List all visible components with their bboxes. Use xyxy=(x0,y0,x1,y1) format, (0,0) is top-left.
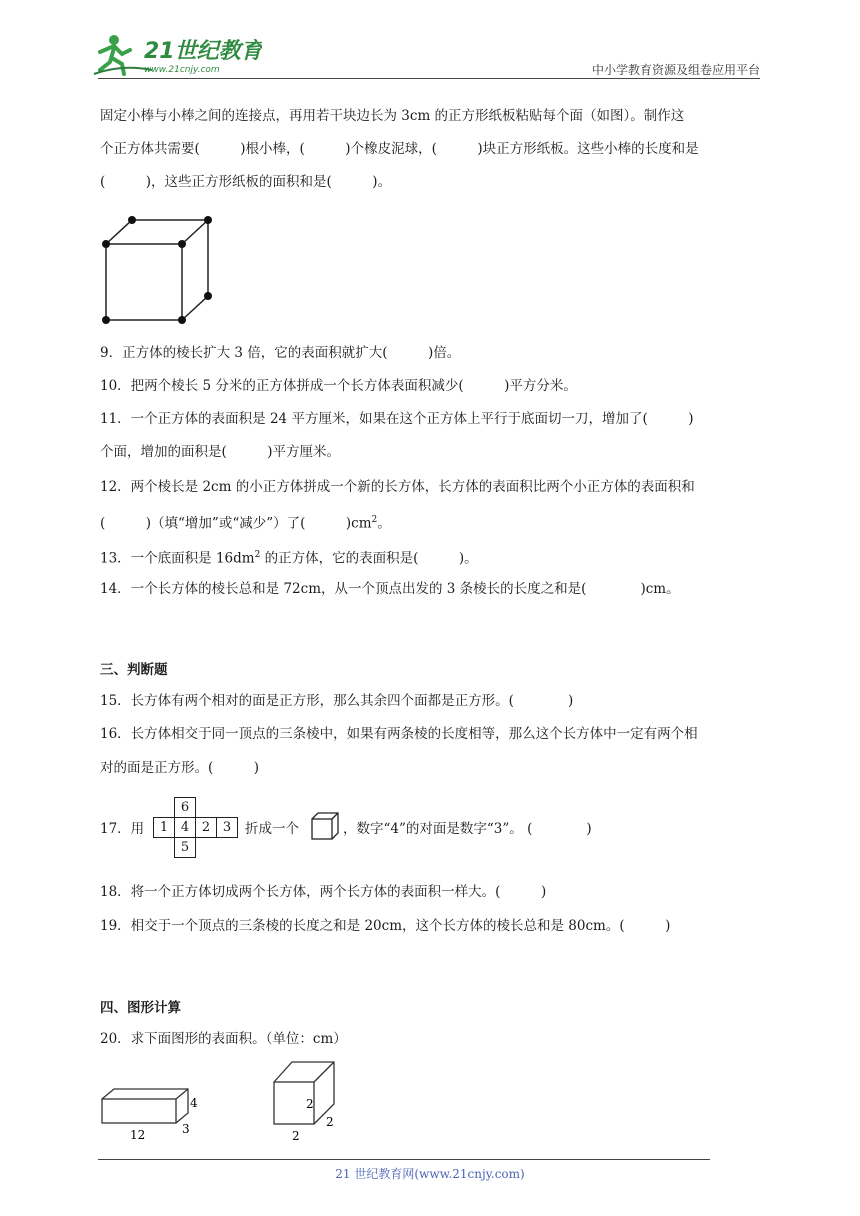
q16-line1: 16．长方体相交于同一顶点的三条棱中，如果有两条棱的长度相等，那么这个长方体中一定有两个相 xyxy=(100,726,698,742)
cuboid-width-label: 3 xyxy=(182,1122,190,1136)
q11-line2: 个面，增加的面积是( )平方厘米。 xyxy=(100,444,341,460)
net-cell-bottom: 5 xyxy=(175,838,196,858)
cuboid-figure xyxy=(98,1085,218,1145)
q8-line3: ( )，这些正方形纸板的面积和是( )。 xyxy=(100,174,392,190)
footer-link[interactable]: 21 世纪教育网(www.21cnjy.com) xyxy=(335,1167,525,1181)
q13: 13．一个底面积是 $16dm^2$ 的正方体，它的表面积是( )。 xyxy=(100,550,478,567)
cuboid-height-label: 4 xyxy=(190,1096,198,1110)
platform-name: 中小学教育资源及组卷应用平台 xyxy=(591,63,760,77)
q16-line2: 对的面是正方形。( ) xyxy=(100,760,260,776)
net-cell: 4 xyxy=(175,818,196,838)
q11-line1: 11．一个正方体的表面积是 24 平方厘米，如果在这个正方体上平行于底面切一刀，增加了( ) xyxy=(100,411,694,427)
small-cube-icon xyxy=(310,811,342,843)
cube-side-edge-label: 2 xyxy=(326,1115,334,1129)
q10: 10．把两个棱长 5 分米的正方体拼成一个长方体表面积减少( )平方分米。 xyxy=(100,378,577,394)
q12-line2: ( )（填“增加”或“减少”）了( )$cm^2$。 xyxy=(100,515,391,532)
cube-bottom-edge-label: 2 xyxy=(292,1129,300,1143)
cube-net xyxy=(153,797,238,858)
cuboid-length-label: 12 xyxy=(130,1128,146,1142)
net-cell: 3 xyxy=(217,818,238,838)
q8-line1: 固定小棒与小棒之间的连接点，再用若干块边长为 3cm 的正方形纸板粘贴每个面（如图）。制作这 xyxy=(100,108,685,124)
section-judgement-title: 三、判断题 xyxy=(100,662,168,678)
net-cell: 1 xyxy=(154,818,175,838)
site-logo[interactable] xyxy=(92,30,262,78)
q20: 20．求下面图形的表面积。（单位：cm） xyxy=(100,1031,347,1047)
cube-front-edge-label: 2 xyxy=(306,1097,314,1111)
header-divider xyxy=(98,78,760,79)
q17-middle: 折成一个 xyxy=(245,821,299,837)
q8-line2: 个正方体共需要( )根小棒，( )个橡皮泥球，( )块正方形纸板。这些小棒的长度和是 xyxy=(100,141,699,157)
q14: 14．一个长方体的棱长总和是 72cm，从一个顶点出发的 3 条棱长的长度之和是( )cm。 xyxy=(100,581,680,597)
q12-line1: 12．两个棱长是 2cm 的小正方体拼成一个新的长方体，长方体的表面积比两个小正方体的表面积和 xyxy=(100,479,695,495)
cube-figure xyxy=(98,210,218,330)
q15: 15．长方体有两个相对的面是正方形，那么其余四个面都是正方形。( ) xyxy=(100,693,574,709)
q9: 9．正方体的棱长扩大 3 倍，它的表面积就扩大( )倍。 xyxy=(100,345,461,361)
logo-text: 21世纪教育 xyxy=(144,39,262,64)
q19: 19．相交于一个顶点的三条棱的长度之和是 20cm，这个长方体的棱长总和是 80cm。( ) xyxy=(100,918,671,934)
net-cell: 2 xyxy=(196,818,217,838)
q17-prefix: 17．用 xyxy=(100,821,145,837)
cube-figure-2 xyxy=(268,1058,348,1146)
footer-divider xyxy=(98,1159,710,1160)
logo-url: www.21cnjy.com xyxy=(144,65,220,75)
q18: 18．将一个正方体切成两个长方体，两个长方体的表面积一样大。( ) xyxy=(100,884,547,900)
section-calculation-title: 四、图形计算 xyxy=(100,1000,181,1016)
net-cell-top: 6 xyxy=(175,798,196,818)
q17-suffix: ，数字“4”的对面是数字“3”。 ( ) xyxy=(343,821,592,837)
